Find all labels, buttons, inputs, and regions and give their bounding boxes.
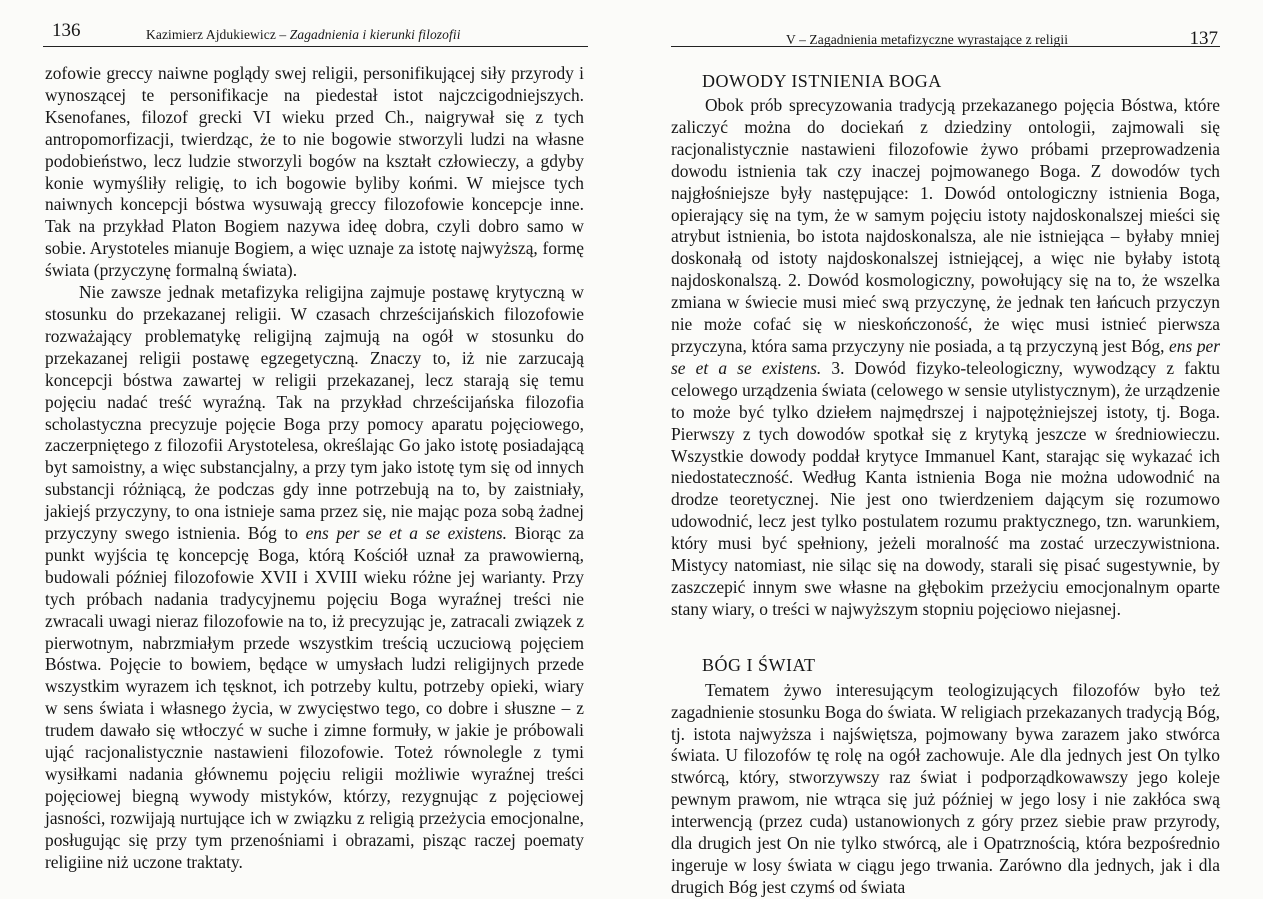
section-heading: BÓG I ŚWIAT: [702, 654, 816, 675]
header-book-title: Zagadnienia i kierunki filozofii: [289, 27, 461, 42]
right-page: [671, 0, 1220, 897]
running-head-title: V – Zagadnienia metafizyczne wyrastające z religii: [786, 32, 1069, 47]
page-number: 137: [1189, 28, 1218, 49]
section-heading: DOWODY ISTNIENIA BOGA: [702, 71, 942, 91]
page-number: 136: [52, 20, 81, 41]
paragraph: [45, 282, 584, 873]
paragraph: zofowie greccy naiwne poglądy swej religii, personifikującej siły przyrody i wynoszącej te personifikacje na piedestał istot najczcigodniejszych. Ksenofanes, filozof grecki VI wieku przed Ch., naigrywał się z tych antropomorfizacji, twierdząc, że to nie bogowie stworzyli ludzi na własne podobieństwo, lecz ludzie stworzyli bogów na kształt człowieczy, a gdyby konie wymyśliły religię, to ich bogowie byliby końmi. W miejsce tych naiwnych koncepcji bóstwa wysuwają greccy filozofowie koncepcje inne. Tak na przykład Platon Bogiem nazywa ideę dobra, czyli dobro samo w sobie. Arystoteles mianuje Bogiem, a więc uznaje za istotę najwyższą, formę świata (przyczynę formalną świata).: [45, 63, 584, 281]
left-page: [43, 0, 588, 893]
latin-phrase: ens per se et a se existens.: [305, 523, 508, 544]
paragraph-text: Biorąc za punkt wyjścia tę koncepcję Boga, którą Kościół uznał za prawowierną, budowali później filozofowie XVII i XVIII wieku różne jej warianty. Przy tych próbach nadania tradycyjnemu pojęciu Boga wyraźnej treści nie zwracali uwagi nieraz filozofowie na to, iż precyzując je, zatracali związek z pierwotnym, nabrzmiałym przede wszystkim treścią uczuciową pojęciem Bóstwa. Pojęcie to bowiem, będące w umysłach ludzi religijnych przede wszystkim wyrazem ich tęsknot, ich potrzeby kultu, potrzeby opieki, wiary w sens świata i własnego życia, w zwycięstwo tego, co dobre i słuszne – z trudem dawało się wtłoczyć w suche i zimne formuły, w jakie je próbowali ująć racjonalistycznie nastawieni filozofowie. Toteż równolegle z tymi wysiłkami nadania głównemu pojęciu religii możliwie wyraźnej treści pojęciowej biegną wywody mistyków, którzy, rezygnując z pojęciowej jasności, rozwijają nurtujące ich w związku z religią przeżycia emocjonalne, posługując się przy tym przenośniami i obrazami, pisząc raczej poematy religiine niż uczone traktaty.: [45, 523, 584, 872]
header-author: Kazimierz Ajdukiewicz –: [146, 27, 290, 42]
paragraph-text: Nie zawsze jednak metafizyka religijna zajmuje postawę krytyczną w stosunku do przekazanej religii. W czasach chrześcijańskich filozofowie rozważający problematykę religijną zajmują na ogół w stosunku do przekazanej religii postawę egzegetyczną. Znaczy to, iż nie zarzucają koncepcji bóstwa zawartej w religii przekazanej, lecz starają się temu pojęciu nadać treść wyraźną. Tak na przykład chrześcijańska filozofia scholastyczna precyzuje pojęcie Boga przy pomocy aparatu pojęciowego, zaczerpniętego z filozofii Arystotelesa, określając Go jako istotę posiadającą byt samoistny, a więc substancjalny, a przy tym jako istotę tym się od innych substancji różniącą, że podczas gdy inne potrzebują na to, by zaistniały, jakiejś przyczyny, to ona istnieje sama przez się, nie mając poza sobą żadnej przyczyny swego istnienia. Bóg to: [45, 282, 584, 544]
paragraph-text: Obok prób sprecyzowania tradycją przekazanego pojęcia Bóstwa, które zaliczyć można do dociekań z dziedziny ontologii, zajmowali się racjonalistycznie nastawieni filozofowie żywo próbami przeprowadzenia dowodu istnienia tak czy inaczej pojmowanego Boga. Z dowodów tych najgłośniejsze były następujące: 1. Dowód ontologiczny istnienia Boga, opierający się na tym, że w samym pojęciu istoty najdoskonalszej mieści się atrybut istnienia, bo istota najdoskonalsza, ale nie istniejąca – byłaby mniej doskonałą od istoty najdoskonalszej istniejącej, a więc nie byłaby istotą najdoskonalszą. 2. Dowód kosmologiczny, powołujący się na to, że wszelka zmiana w świecie musi mieć swą przyczynę, że jednak ten łańcuch przyczyn nie może cofać się w nieskończoność, że więc musi istnieć pierwsza przyczyna, która sama przyczyny nie posiada, a tą przyczyną jest Bóg,: [671, 95, 1220, 356]
right-running-head: [671, 18, 1220, 47]
right-body-text: [671, 70, 1220, 899]
paragraph-text: 3. Dowód fizyko-teleologiczny, wywodzący z faktu celowego urządzenia świata (celowego w sensie utylistycznym), że urządzenie to może być tylko dziełem najmędrszej i najpotężniejszej istoty, tj. Boga. Pierwszy z tych dowodów spotkał się z krytyką jeszcze w średniowieczu. Wszystkie dowody poddał krytyce Immanuel Kant, starając się wykazać ich niedostateczność. Według Kanta istnienia Boga nie można udowodnić na drodze teoretycznej. Nie jest ono twierdzeniem dającym się rozumowo udowodnić, lecz jest tylko postulatem rozumu praktycznego, tzn. warunkiem, który musi być spełniony, jeżeli moralność ma zostać urzeczywistniona. Mistycy natomiast, nie siląc się na dowody, starali się pisać sugestywnie, by zaszczepić innym swe własne na głębokim przeżyciu emocjonalnym oparte stany wiary, o treści w najwyższym stopniu pojęciowo niejasnej.: [671, 357, 1220, 619]
left-running-head: [43, 18, 588, 47]
paragraph: [671, 95, 1220, 621]
running-head-title: [146, 27, 461, 43]
left-body-text: [45, 63, 584, 874]
paragraph: Tematem żywo interesującym teologizujących filozofów było też zagadnienie stosunku Boga do świata. W religiach przekazanych tradycją Bóg, tj. istota najwyższa i najświętsza, pojmowany bywa zarazem jako stwórca świata. U filozofów tę rolę na ogół zachowuje. Ale dla jednych jest On tylko stwórcą, który, stworzywszy raz świat i podporządkowawszy jego koleje pewnym prawom, nie wtrąca się już później w jego losy i nie zakłóca swą interwencją (przez cuda) ustanowionych z góry przez siebie praw przyrody, dla drugich jest On nie tylko stwórcą, ale i Opatrznością, która bezpośrednio ingeruje w losy świata w ciągu jego trwania. Zarówno dla jednych, jak i dla drugich Bóg jest czymś od świata: [671, 679, 1220, 897]
latin-phrase: ens per se et a se existens.: [671, 335, 1220, 378]
